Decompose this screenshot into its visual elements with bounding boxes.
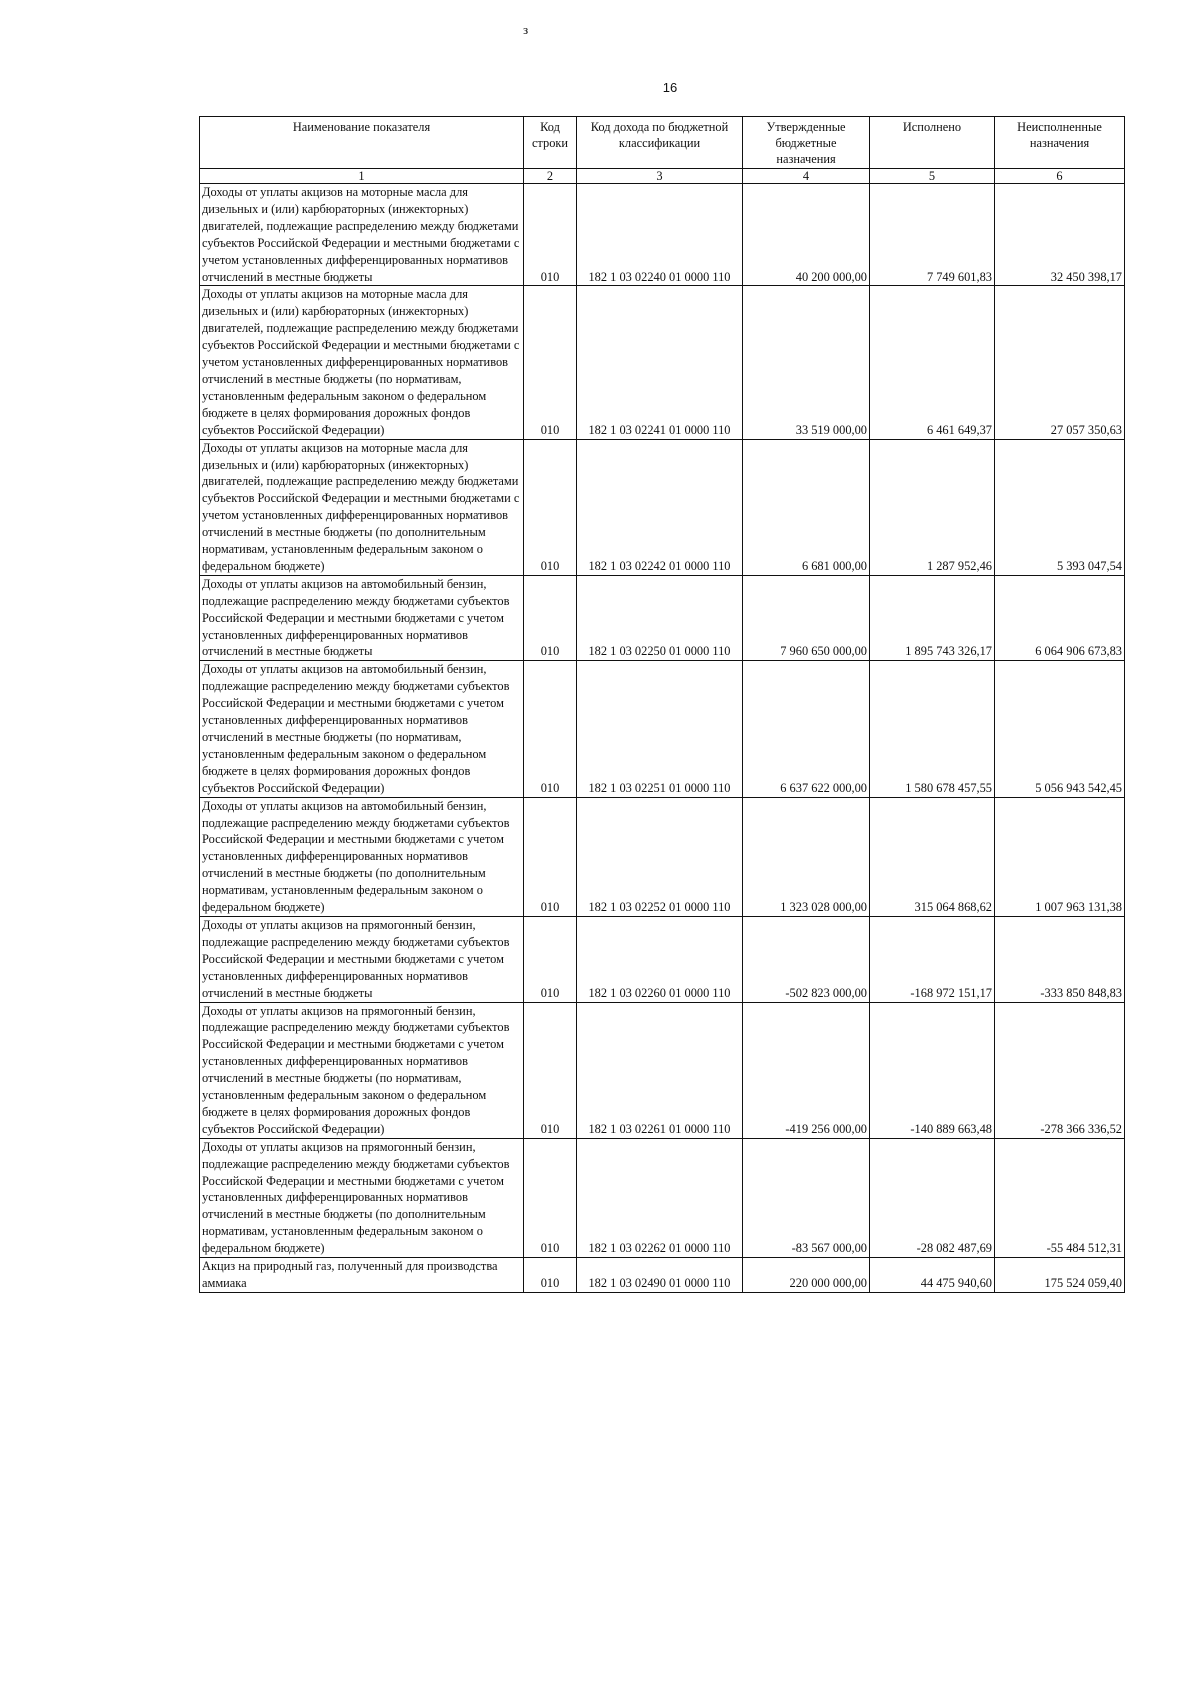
revenue-code: 182 1 03 02251 01 0000 110: [577, 661, 743, 797]
table-row: [200, 797, 1125, 916]
unexecuted-amount: -333 850 848,83: [995, 916, 1125, 1002]
line-code: 010: [524, 916, 577, 1002]
executed-amount: 44 475 940,60: [870, 1258, 995, 1293]
indicator-name: Доходы от уплаты акцизов на моторные масла для дизельных и (или) карбюраторных (инжекторных) двигателей, подлежащие распределению между бюджетами субъектов Российской Федерации и местными бюджетами с учетом установленных дифференцированных нормативов отчислений в местные бюджеты (по дополнительным нормативам, установленным федеральным законом о федеральном бюджете): [200, 439, 524, 575]
unexecuted-amount: 6 064 906 673,83: [995, 575, 1125, 661]
column-index: 4: [743, 169, 870, 184]
table-row: [200, 1138, 1125, 1257]
table-row: [200, 1258, 1125, 1293]
table-row: [200, 575, 1125, 661]
revenue-code: 182 1 03 02241 01 0000 110: [577, 286, 743, 439]
indicator-name: Доходы от уплаты акцизов на прямогонный бензин, подлежащие распределению между бюджетами субъектов Российской Федерации и местными бюджетами с учетом установленных дифференцированных нормативов отчислений в местные бюджеты (по нормативам, установленным федеральным законом о федеральном бюджете в целях формирования дорожных фондов субъектов Российской Федерации): [200, 1002, 524, 1138]
revenue-code: 182 1 03 02252 01 0000 110: [577, 797, 743, 916]
executed-amount: -28 082 487,69: [870, 1138, 995, 1257]
column-index: 1: [200, 169, 524, 184]
revenue-code: 182 1 03 02262 01 0000 110: [577, 1138, 743, 1257]
unexecuted-amount: 5 393 047,54: [995, 439, 1125, 575]
line-code: 010: [524, 184, 577, 286]
unexecuted-amount: 32 450 398,17: [995, 184, 1125, 286]
approved-amount: -502 823 000,00: [743, 916, 870, 1002]
unexecuted-amount: 1 007 963 131,38: [995, 797, 1125, 916]
revenue-code: 182 1 03 02240 01 0000 110: [577, 184, 743, 286]
unexecuted-amount: -55 484 512,31: [995, 1138, 1125, 1257]
approved-amount: 33 519 000,00: [743, 286, 870, 439]
column-header: Код строки: [524, 117, 577, 169]
executed-amount: -168 972 151,17: [870, 916, 995, 1002]
line-code: 010: [524, 1002, 577, 1138]
executed-amount: 6 461 649,37: [870, 286, 995, 439]
revenue-code: 182 1 03 02250 01 0000 110: [577, 575, 743, 661]
unexecuted-amount: 175 524 059,40: [995, 1258, 1125, 1293]
line-code: 010: [524, 661, 577, 797]
approved-amount: 220 000 000,00: [743, 1258, 870, 1293]
line-code: 010: [524, 575, 577, 661]
unexecuted-amount: -278 366 336,52: [995, 1002, 1125, 1138]
indicator-name: Доходы от уплаты акцизов на прямогонный бензин, подлежащие распределению между бюджетами субъектов Российской Федерации и местными бюджетами с учетом установленных дифференцированных нормативов отчислений в местные бюджеты: [200, 916, 524, 1002]
revenue-code: 182 1 03 02490 01 0000 110: [577, 1258, 743, 1293]
indicator-name: Доходы от уплаты акцизов на прямогонный бензин, подлежащие распределению между бюджетами субъектов Российской Федерации и местными бюджетами с учетом установленных дифференцированных нормативов отчислений в местные бюджеты (по дополнительным нормативам, установленным федеральным законом о федеральном бюджете): [200, 1138, 524, 1257]
approved-amount: -419 256 000,00: [743, 1002, 870, 1138]
indicator-name: Доходы от уплаты акцизов на автомобильный бензин, подлежащие распределению между бюджетами субъектов Российской Федерации и местными бюджетами с учетом установленных дифференцированных нормативов отчислений в местные бюджеты (по нормативам, установленным федеральным законом о федеральном бюджете в целях формирования дорожных фондов субъектов Российской Федерации): [200, 661, 524, 797]
approved-amount: 1 323 028 000,00: [743, 797, 870, 916]
line-code: 010: [524, 1258, 577, 1293]
revenue-code: 182 1 03 02261 01 0000 110: [577, 1002, 743, 1138]
table-row: [200, 916, 1125, 1002]
approved-amount: 6 637 622 000,00: [743, 661, 870, 797]
revenue-table: [199, 116, 1125, 1293]
executed-amount: 7 749 601,83: [870, 184, 995, 286]
column-header: Код дохода по бюджетной классификации: [577, 117, 743, 169]
executed-amount: 1 287 952,46: [870, 439, 995, 575]
column-index: 5: [870, 169, 995, 184]
indicator-name: Доходы от уплаты акцизов на моторные масла для дизельных и (или) карбюраторных (инжекторных) двигателей, подлежащие распределению между бюджетами субъектов Российской Федерации и местными бюджетами с учетом установленных дифференцированных нормативов отчислений в местные бюджеты (по нормативам, установленным федеральным законом о федеральном бюджете в целях формирования дорожных фондов субъектов Российской Федерации): [200, 286, 524, 439]
column-header: Наименование показателя: [200, 117, 524, 169]
column-header: Неисполненные назначения: [995, 117, 1125, 169]
unexecuted-amount: 27 057 350,63: [995, 286, 1125, 439]
approved-amount: 6 681 000,00: [743, 439, 870, 575]
revenue-code: 182 1 03 02260 01 0000 110: [577, 916, 743, 1002]
line-code: 010: [524, 286, 577, 439]
revenue-code: 182 1 03 02242 01 0000 110: [577, 439, 743, 575]
line-code: 010: [524, 439, 577, 575]
approved-amount: 7 960 650 000,00: [743, 575, 870, 661]
table-row: [200, 661, 1125, 797]
approved-amount: -83 567 000,00: [743, 1138, 870, 1257]
executed-amount: 1 895 743 326,17: [870, 575, 995, 661]
column-index: 3: [577, 169, 743, 184]
indicator-name: Доходы от уплаты акцизов на автомобильный бензин, подлежащие распределению между бюджетами субъектов Российской Федерации и местными бюджетами с учетом установленных дифференцированных нормативов отчислений в местные бюджеты: [200, 575, 524, 661]
page-number: 16: [662, 80, 678, 95]
corner-mark: з: [523, 22, 529, 37]
column-header: Утвержденные бюджетные назначения: [743, 117, 870, 169]
indicator-name: Доходы от уплаты акцизов на автомобильный бензин, подлежащие распределению между бюджетами субъектов Российской Федерации и местными бюджетами с учетом установленных дифференцированных нормативов отчислений в местные бюджеты (по дополнительным нормативам, установленным федеральным законом о федеральном бюджете): [200, 797, 524, 916]
table-row: [200, 1002, 1125, 1138]
header-row: [200, 117, 1125, 169]
line-code: 010: [524, 797, 577, 916]
executed-amount: 315 064 868,62: [870, 797, 995, 916]
line-code: 010: [524, 1138, 577, 1257]
executed-amount: -140 889 663,48: [870, 1002, 995, 1138]
table-row: [200, 286, 1125, 439]
indicator-name: Акциз на природный газ, полученный для производства аммиака: [200, 1258, 524, 1293]
approved-amount: 40 200 000,00: [743, 184, 870, 286]
column-index-row: [200, 169, 1125, 184]
table-row: [200, 439, 1125, 575]
table-row: [200, 184, 1125, 286]
column-index: 2: [524, 169, 577, 184]
indicator-name: Доходы от уплаты акцизов на моторные масла для дизельных и (или) карбюраторных (инжекторных) двигателей, подлежащие распределению между бюджетами субъектов Российской Федерации и местными бюджетами с учетом установленных дифференцированных нормативов отчислений в местные бюджеты: [200, 184, 524, 286]
unexecuted-amount: 5 056 943 542,45: [995, 661, 1125, 797]
column-header: Исполнено: [870, 117, 995, 169]
executed-amount: 1 580 678 457,55: [870, 661, 995, 797]
column-index: 6: [995, 169, 1125, 184]
